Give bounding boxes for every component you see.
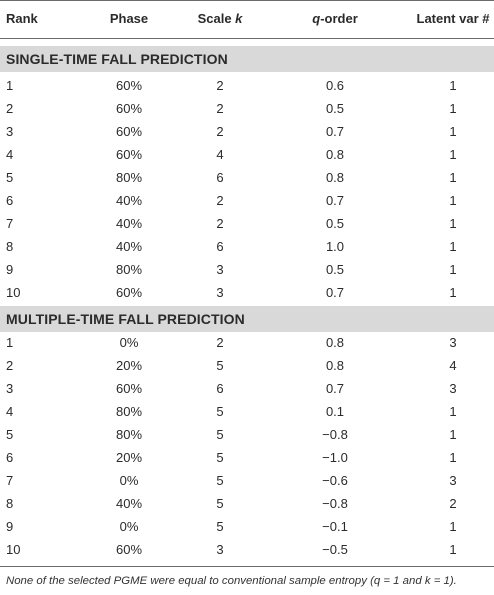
cell-scale: 6 <box>216 239 224 254</box>
cell-latent: 1 <box>449 78 457 93</box>
header-q-order: q-order <box>312 11 358 26</box>
cell-scale: 3 <box>216 262 224 277</box>
cell-scale: 5 <box>216 427 224 442</box>
cell-rank: 2 <box>6 358 14 373</box>
cell-scale: 5 <box>216 473 224 488</box>
cell-rank: 6 <box>6 193 14 208</box>
table-row <box>0 538 494 561</box>
section-banner-single <box>0 46 494 72</box>
cell-phase: 60% <box>115 381 143 396</box>
table-row <box>0 446 494 469</box>
cell-rank: 6 <box>6 450 14 465</box>
cell-phase: 0% <box>119 473 139 488</box>
cell-scale: 5 <box>216 450 224 465</box>
cell-phase: 60% <box>115 78 143 93</box>
cell-scale: 3 <box>216 285 224 300</box>
table-row <box>0 120 494 143</box>
cell-phase: 40% <box>115 496 143 511</box>
cell-q-order: 0.1 <box>325 404 345 419</box>
cell-rank: 7 <box>6 473 14 488</box>
table-row <box>0 74 494 97</box>
header-rank: Rank <box>6 11 38 26</box>
cell-scale: 5 <box>216 519 224 534</box>
cell-phase: 40% <box>115 239 143 254</box>
cell-phase: 80% <box>115 404 143 419</box>
cell-phase: 40% <box>115 216 143 231</box>
cell-rank: 3 <box>6 381 14 396</box>
cell-scale: 2 <box>216 78 224 93</box>
cell-scale: 6 <box>216 381 224 396</box>
cell-latent: 1 <box>449 193 457 208</box>
cell-latent: 1 <box>449 427 457 442</box>
cell-latent: 2 <box>449 496 457 511</box>
table-row <box>0 258 494 281</box>
cell-latent: 1 <box>449 101 457 116</box>
cell-phase: 80% <box>115 262 143 277</box>
cell-latent: 1 <box>449 519 457 534</box>
cell-q-order: 0.8 <box>325 170 345 185</box>
section-title: MULTIPLE-TIME FALL PREDICTION <box>6 311 245 327</box>
table-row <box>0 212 494 235</box>
table-header <box>0 0 494 38</box>
table-row <box>0 515 494 538</box>
section-title: SINGLE-TIME FALL PREDICTION <box>6 51 228 67</box>
cell-latent: 1 <box>449 542 457 557</box>
table-row <box>0 354 494 377</box>
cell-scale: 3 <box>216 542 224 557</box>
cell-q-order: 0.7 <box>325 124 345 139</box>
cell-phase: 60% <box>115 147 143 162</box>
cell-phase: 80% <box>115 170 143 185</box>
cell-q-order: −1.0 <box>322 450 348 465</box>
cell-rank: 9 <box>6 262 14 277</box>
cell-scale: 5 <box>216 496 224 511</box>
cell-q-order: −0.5 <box>322 542 348 557</box>
cell-latent: 1 <box>449 239 457 254</box>
table-row <box>0 469 494 492</box>
cell-phase: 0% <box>119 335 139 350</box>
cell-latent: 1 <box>449 216 457 231</box>
cell-rank: 8 <box>6 239 14 254</box>
cell-rank: 9 <box>6 519 14 534</box>
cell-latent: 3 <box>449 335 457 350</box>
cell-rank: 1 <box>6 78 14 93</box>
table-row <box>0 189 494 212</box>
cell-q-order: −0.8 <box>322 496 348 511</box>
cell-q-order: 0.7 <box>325 381 345 396</box>
cell-latent: 4 <box>449 358 457 373</box>
cell-scale: 2 <box>216 124 224 139</box>
table-row <box>0 492 494 515</box>
cell-rank: 5 <box>6 170 14 185</box>
cell-scale: 2 <box>216 335 224 350</box>
cell-q-order: 0.8 <box>325 335 345 350</box>
cell-rank: 10 <box>6 285 21 300</box>
cell-latent: 1 <box>449 450 457 465</box>
cell-phase: 60% <box>115 285 143 300</box>
cell-q-order: −0.1 <box>322 519 348 534</box>
cell-q-order: −0.6 <box>322 473 348 488</box>
table-row <box>0 143 494 166</box>
table-row <box>0 235 494 258</box>
cell-rank: 4 <box>6 147 14 162</box>
cell-scale: 4 <box>216 147 224 162</box>
cell-scale: 2 <box>216 101 224 116</box>
table-row <box>0 166 494 189</box>
cell-phase: 60% <box>115 542 143 557</box>
cell-q-order: 0.7 <box>325 285 345 300</box>
section-banner-multiple <box>0 306 494 332</box>
cell-scale: 2 <box>216 193 224 208</box>
cell-latent: 1 <box>449 170 457 185</box>
cell-rank: 2 <box>6 101 14 116</box>
cell-rank: 8 <box>6 496 14 511</box>
cell-q-order: 0.5 <box>325 216 345 231</box>
bottom-rule <box>0 566 494 567</box>
cell-rank: 1 <box>6 335 14 350</box>
cell-scale: 2 <box>216 216 224 231</box>
header-scale: Scale k <box>197 11 243 26</box>
cell-rank: 3 <box>6 124 14 139</box>
cell-phase: 20% <box>115 450 143 465</box>
cell-rank: 10 <box>6 542 21 557</box>
cell-phase: 80% <box>115 427 143 442</box>
cell-latent: 1 <box>449 285 457 300</box>
header-latent-var: Latent var # <box>416 11 490 26</box>
table-row <box>0 400 494 423</box>
header-phase: Phase <box>109 11 149 26</box>
table-row <box>0 331 494 354</box>
table-row <box>0 423 494 446</box>
cell-q-order: 0.5 <box>325 101 345 116</box>
table-footnote: None of the selected PGME were equal to conventional sample entropy (q = 1 and k = 1). <box>6 575 457 587</box>
table-row <box>0 281 494 304</box>
cell-phase: 0% <box>119 519 139 534</box>
cell-rank: 7 <box>6 216 14 231</box>
cell-q-order: 0.8 <box>325 358 345 373</box>
cell-q-order: 1.0 <box>325 239 345 254</box>
cell-rank: 4 <box>6 404 14 419</box>
cell-q-order: 0.5 <box>325 262 345 277</box>
cell-latent: 1 <box>449 147 457 162</box>
table-row <box>0 377 494 400</box>
cell-q-order: 0.7 <box>325 193 345 208</box>
cell-scale: 5 <box>216 358 224 373</box>
cell-phase: 40% <box>115 193 143 208</box>
cell-latent: 3 <box>449 473 457 488</box>
header-rule <box>0 38 494 39</box>
cell-latent: 1 <box>449 124 457 139</box>
cell-q-order: −0.8 <box>322 427 348 442</box>
cell-latent: 1 <box>449 404 457 419</box>
cell-scale: 6 <box>216 170 224 185</box>
cell-q-order: 0.8 <box>325 147 345 162</box>
cell-phase: 60% <box>115 124 143 139</box>
cell-rank: 5 <box>6 427 14 442</box>
table-row <box>0 97 494 120</box>
cell-scale: 5 <box>216 404 224 419</box>
cell-latent: 3 <box>449 381 457 396</box>
cell-latent: 1 <box>449 262 457 277</box>
cell-phase: 20% <box>115 358 143 373</box>
cell-phase: 60% <box>115 101 143 116</box>
cell-q-order: 0.6 <box>325 78 345 93</box>
